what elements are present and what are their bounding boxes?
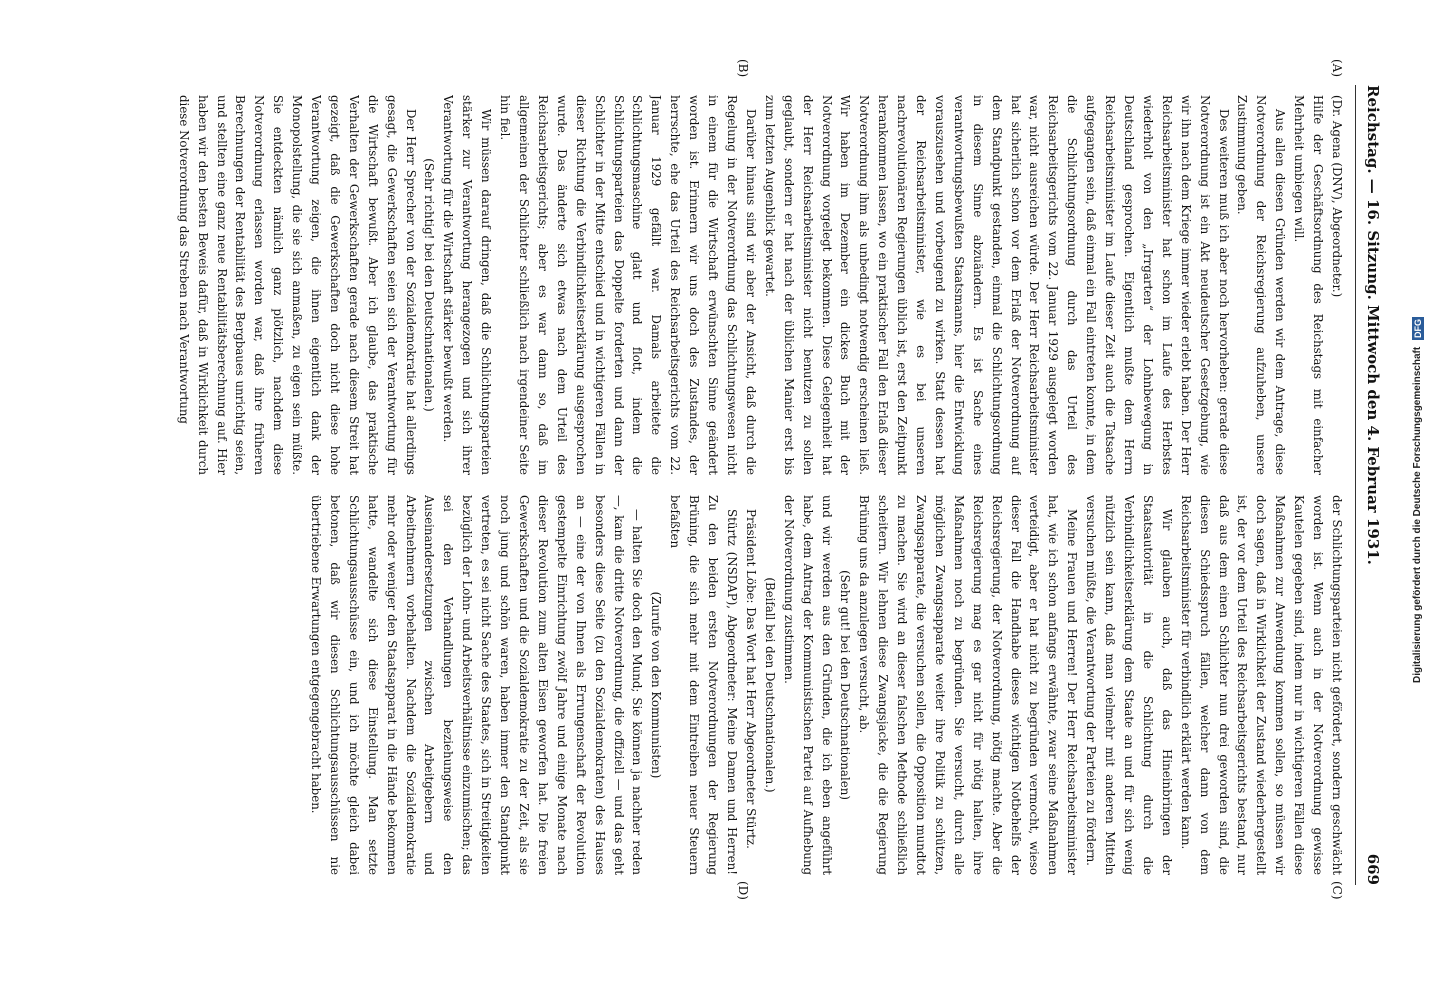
dfg-logo: DFG	[1413, 319, 1423, 339]
paragraph: Hilfe der Geschäftsordnung des Reichstags mit einfacher Mehrheit umbiegen will.	[1292, 95, 1326, 475]
margin-mark-c: (C)	[1330, 881, 1344, 900]
credit-text: Digitalisierung gefördert durch die Deutsche Forschungsgemeinschaft	[1412, 346, 1423, 683]
paragraph: der Schlichtungsparteien nicht gefördert, sondern geschwächt worden ist. Wenn auch in der Notverordnung gewisse Kautelen gegeben sind, indem nur in wichtigeren Fällen diese Maßnahmen zur Anwendung kommen sollen, so müssen wir doch sagen, daß in Wirklichkeit der Zustand wiederhergestellt ist, der vor dem Urteil des Reichsarbeitsgerichts bestand, nur daß aus dem einen Schlichter nun drei geworden sind, die diesen Schiedsspruch fällen, welcher dann von dem Reichsarbeitsminister für verbindlich erklärt werden kann.	[1178, 495, 1344, 875]
interjection: (Sehr richtig! bei den Deutschnationalen.)	[422, 158, 437, 412]
paragraph: Der Herr Sprecher von der Sozialdemokratie hat allerdings gesagt, die Gewerkschaften seien sich der Verantwortung für die Wirtschaft bewußt. Aber ich glaube, das praktische Verhalten der Gewerkschaften gerade nach diesem Streit hat gezeigt, daß die Gewerkschaften doch nicht diese hohe Verantwortung zeigen, die ihnen eigentlich dank der Monopolstellung, die sie sich anmaßen, zu eigen sein müßte. Sie entdeckten nämlich ganz plötzlich, nachdem diese Notverordnung erlassen worden war, daß ihre früheren Berechnungen der Rentabilität des Bergbaues unrichtig seien, und stellten eine ganz neue Rentabilitätsberechnung auf. Hier haben wir den besten Beweis dafür, daß in Wirklichkeit durch diese Notverordnung das Streben nach Verantwortung	[176, 95, 418, 475]
margin-mark-d: (D)	[736, 881, 750, 900]
paragraph: — halten Sie doch den Mund; Sie können ja nachher reden —, kam die dritte Notverordnung, die offiziell — und das geht besonders diese Seite (zu den Sozialdemokraten) des Hauses an — eine der von Ihnen als Errungenschaft der Revolution gestempelte Einrichtung zwölf Jahre und einige Monate nach dieser Revolution zum alten Eisen geworfen hat. Die freien Gewerkschaften und die Sozialdemokratie zu der Zeit, als sie noch jung und schön waren, haben immer den Standpunkt vertreten, es sei nicht Sache des Staates, sich in Streitigkeiten bezüglich der Lohn- und Arbeitsverhältnisse einzumischen; das sei den Verhandlungen beziehungsweise den Auseinandersetzungen zwischen Arbeitgebern und Arbeitnehmern vorbehalten. Nachdem die Sozialdemokratie mehr oder weniger den Staatsapparat in die Hände bekommen hatte, wandelte sich diese Einstellung. Man setzte Schlichtungsausschüsse ein, und ich möchte gleich dabei betonen, daß wir diesen Schlichtungsausschüssen nie übertriebene Erwartungen entgegengebracht haben.	[309, 495, 645, 875]
paragraph: Wir glauben auch, daß das Hineinbringen der Staatsautorität in die Schlichtung durch die Verbindlichkeitserklärung dem Staate an und für sich wenig nützlich sein kann, daß man vielmehr mit anderen Mitteln versuchen müßte, die Verantwortung der Parteien zu fördern.	[1084, 495, 1174, 875]
speaker-paragraph: Präsident Löbe: Das Wort hat Herr Abgeordneter Stürtz.	[743, 509, 758, 849]
page-content	[70, 59, 1390, 900]
header-title: Reichstag. — 16. Sitzung. Mittwoch den 4. Februar 1931.	[1364, 85, 1382, 565]
scanned-page	[70, 59, 1390, 900]
interjection: (Zurufe von den Kommunisten)	[649, 591, 664, 779]
paragraph: Meine Frauen und Herren! Der Herr Reichsarbeitsminister hat, wie ich schon anfangs erwähnte, zwar seine Maßnahmen verteidigt, aber er hat nicht zu begründen vermocht, wieso dieser Fall die Handhabe dieses wichtigen Notbehelfs der Reichsregierung, der Notverordnung, nötig machte. Aber die Reichsregierung mag es gar nicht für nötig halten, ihre Maßnahmen noch zu begründen. Sie versucht, durch alle möglichen Zwangsapparate weiter ihre Politik zu schützen, Zwangsapparate, die versuchen sollen, die Opposition mundtot zu machen. Sie wird an dieser falschen Methode schließlich scheitern. Wir lehnen diese Zwangsjacke, die die Regierung Brüning uns da anzulegen versucht, ab.	[857, 495, 1080, 875]
margin-mark-b: (B)	[736, 59, 750, 78]
left-column	[106, 95, 1346, 475]
speaker-paragraph: Stürtz (NSDAP), Abgeordneter: Meine Damen und Herren! Zu den beiden ersten Notverordnungen der Regierung Brüning, die sich mehr mit dem Eintreiben neuer Steuern befaßten	[668, 495, 739, 875]
paragraph: Wir müssen darauf dringen, daß die Schlichtungsparteien stärker zur Verantwortung herangezogen und sich ihrer Verantwortung für die Wirtschaft stärker bewußt werden.	[441, 95, 494, 475]
margin-mark-a: (A)	[1330, 59, 1344, 78]
paragraph: Des weiteren muß ich aber noch hervorheben: gerade diese Notverordnung ist ein Akt neudeutscher Gesetzgebung, wie wir ihn nach dem Kriege immer wieder erlebt haben. Der Herr Reichsarbeitsminister hat schon im Laufe des Herbstes wiederholt von den „Irrgarten“ der Lohnbewegung in Deutschland gesprochen. Eigentlich mußte dem Herrn Reichsarbeitsminister im Laufe dieser Zeit auch die Tatsache aufgegangen sein, daß einmal ein Fall eintreten konnte, in dem die Schlichtungsordnung durch das Urteil des Reichsarbeitsgerichts vom 22. Januar 1929 ausgelegt worden war, nicht ausreichen würde. Der Herr Reichsarbeitsminister hat sicherlich schon vor dem Erlaß der Notverordnung auf dem Standpunkt gestanden, einmal die Schlichtungsordnung in diesem Sinne abzuändern. Es ist Sache eines verantwortungsbewußten Staatsmanns, hier die Entwicklung vorauszusehen und vorbeugend zu wirken. Statt dessen hat der Reichsarbeitsminister, wie es bei unseren nachrevolutionären Regierungen üblich ist, erst den Zeitpunkt herankommen lassen, wo ein praktischer Fall den Erlaß dieser Notverordnung ihm als unbedingt notwendig erscheinen ließ. Wir haben im Dezember ein dickes Buch mit der Notverordnung vorgelegt bekommen. Diese Gelegenheit hat der Herr Reichsarbeitsminister nicht benutzen zu sollen geglaubt, sondern er hat nach der üblichen Manier erst bis zum letzten Augenblick gewartet.	[762, 95, 1231, 475]
sidebar-credit	[1412, 30, 1428, 970]
speaker-tag: (Dr. Agena (DNV), Abgeordneter.)	[1330, 95, 1344, 298]
paragraph: und wir werden aus den Gründen, die ich eben angeführt habe, dem Antrag der Kommunistischen Partei auf Aufhebung der Notverordnung zustimmen.	[781, 495, 834, 875]
paragraph: Darüber hinaus sind wir aber der Ansicht, daß durch die Regelung in der Notverordnung das Schlichtungswesen nicht in einem für die Wirtschaft erwünschten Sinne geändert worden ist. Erinnern wir uns doch des Zustandes, der herrschte, ehe das Urteil des Reichsarbeitsgerichts vom 22. Januar 1929 gefällt war. Damals arbeitete die Schlichtungsmaschine glatt und flott, indem die Schlichtungsparteien das Doppelte forderten und dann der Schlichter in der Mitte entschied und in wichtigeren Fällen in dieser Richtung die Verbindlichkeitserklärung ausgesprochen wurde. Das änderte sich etwas nach dem Urteil des Reichsarbeitsgerichts; aber es war dann so, daß im allgemeinen der Schlichter schließlich nach irgendeiner Seite hin fiel.	[498, 95, 758, 475]
page-header	[1355, 85, 1390, 885]
right-column	[106, 495, 1346, 875]
paragraph: Aus allen diesen Gründen werden wir dem Antrage, diese Notverordnung der Reichsregierung aufzuheben, unsere Zustimmung geben.	[1235, 95, 1288, 475]
interjection: (Beifall bei den Deutschnationalen.)	[762, 577, 777, 793]
page-number: 669	[1364, 853, 1382, 885]
interjection: (Sehr gut! bei den Deutschnationalen)	[838, 570, 853, 800]
